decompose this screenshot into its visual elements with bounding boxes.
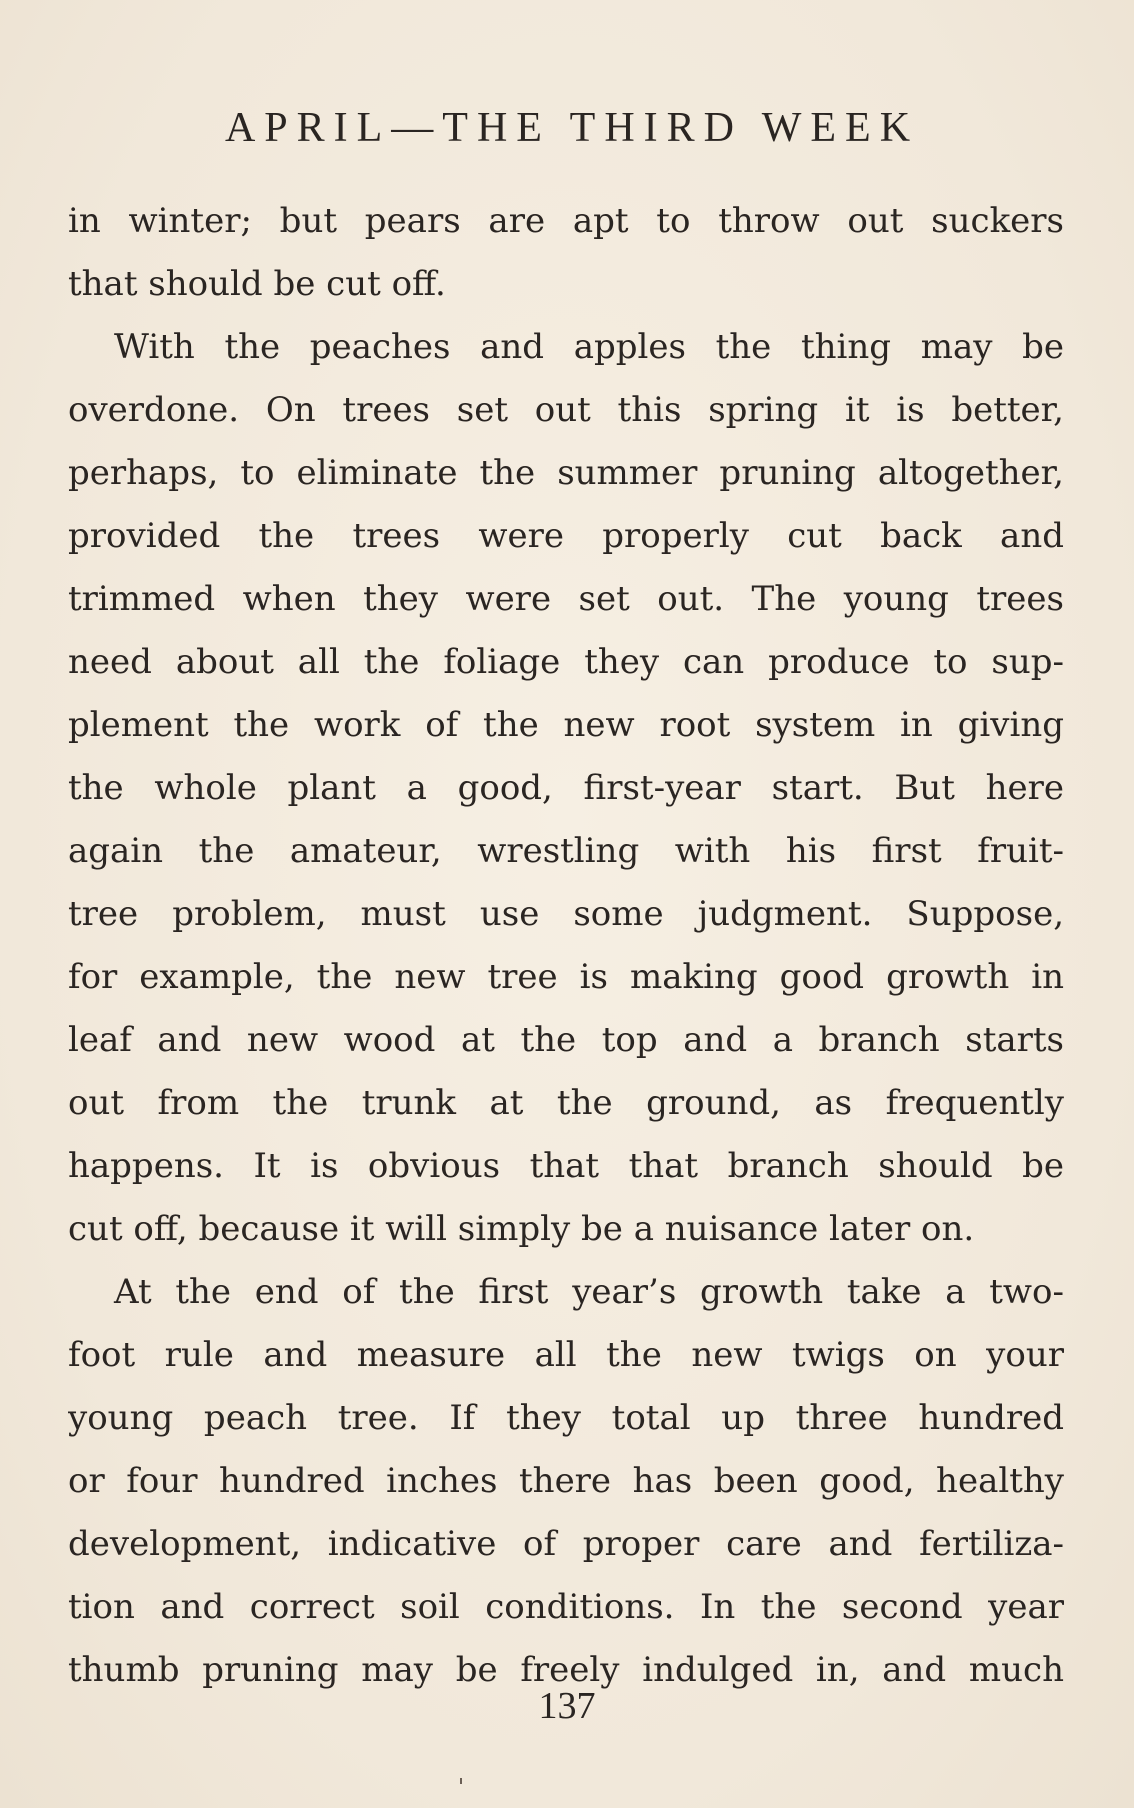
text-line: development, indicative of proper care and fertiliza- bbox=[68, 1524, 1064, 1564]
text-line: trimmed when they were set out. The young trees bbox=[68, 579, 1064, 619]
text-line: out from the trunk at the ground, as frequently bbox=[68, 1083, 1064, 1123]
text-line: the whole plant a good, first-year start. But here bbox=[68, 768, 1064, 808]
text-line: that should be cut off. bbox=[68, 264, 446, 304]
body-text bbox=[68, 190, 1064, 1702]
paper-speck bbox=[460, 1778, 462, 1784]
page-number: 137 bbox=[538, 1685, 596, 1727]
text-line: tion and correct soil conditions. In the second year bbox=[68, 1587, 1064, 1627]
text-line: in winter; but pears are apt to throw out suckers bbox=[68, 201, 1064, 241]
text-line: plement the work of the new root system in giving bbox=[68, 705, 1064, 745]
text-line: need about all the foliage they can produce to sup- bbox=[68, 642, 1064, 682]
text-line: perhaps, to eliminate the summer pruning altogether, bbox=[68, 453, 1064, 493]
text-line: for example, the new tree is making good growth in bbox=[68, 957, 1064, 997]
text-line: young peach tree. If they total up three hundred bbox=[68, 1398, 1064, 1438]
text-line: tree problem, must use some judgment. Suppose, bbox=[68, 894, 1064, 934]
text-line: again the amateur, wrestling with his first fruit- bbox=[68, 831, 1064, 871]
text-line: At the end of the first year’s growth take a two- bbox=[114, 1272, 1064, 1312]
text-line: or four hundred inches there has been good, healthy bbox=[68, 1461, 1064, 1501]
text-line: leaf and new wood at the top and a branch starts bbox=[68, 1020, 1064, 1060]
text-line: With the peaches and apples the thing may be bbox=[114, 327, 1064, 367]
text-line: foot rule and measure all the new twigs on your bbox=[68, 1335, 1064, 1375]
text-line: cut off, because it will simply be a nuisance later on. bbox=[68, 1209, 975, 1249]
text-line: thumb pruning may be freely indulged in, and much bbox=[68, 1650, 1064, 1690]
text-line: overdone. On trees set out this spring it is better, bbox=[68, 390, 1064, 430]
text-line: happens. It is obvious that that branch should be bbox=[68, 1146, 1064, 1186]
running-head: APRIL—THE THIRD WEEK bbox=[224, 105, 920, 151]
text-line: provided the trees were properly cut back and bbox=[68, 516, 1064, 556]
